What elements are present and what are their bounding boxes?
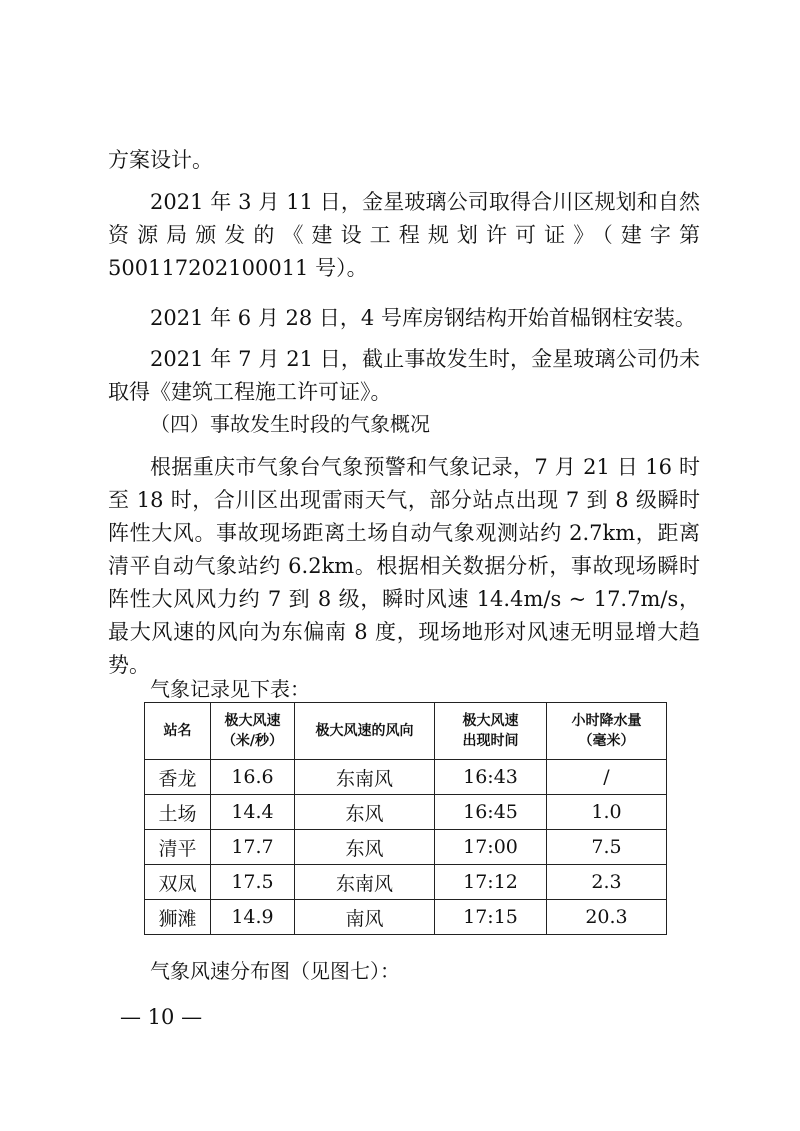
cell-wind-direction: 东南风 bbox=[295, 760, 435, 795]
cell-precipitation: 2.3 bbox=[547, 865, 667, 900]
table-row bbox=[145, 795, 667, 830]
cell-wind-speed: 16.6 bbox=[211, 760, 295, 795]
header-max-wind-speed: 极大风速 （米/秒） bbox=[211, 703, 295, 760]
table-caption: 气象记录见下表： bbox=[150, 677, 310, 701]
cell-station: 清平 bbox=[145, 830, 211, 865]
table-header-row bbox=[145, 703, 667, 760]
paragraph-weather-overview: 根据重庆市气象台气象预警和气象记录，7 月 21 日 16 时至 18 时，合川区出现雷雨天气，部分站点出现 7 到 8 级瞬时阵性大风。事故现场距离土场自动气象观测站约 2.7km，距离清平自动气象站约 6.2km。根据相关数据分析，事故现场瞬时阵性大风风力约 7 到 8 级，瞬时风速 14.4m/s ~ 17.7m/s，最大风速的风向为东偏南 8 度，现场地形对风速无明显增大趋势。 bbox=[108, 455, 700, 677]
cell-wind-direction: 东南风 bbox=[295, 865, 435, 900]
cell-station: 香龙 bbox=[145, 760, 211, 795]
figure-caption: 气象风速分布图（见图七）： bbox=[150, 959, 400, 983]
cell-wind-direction: 南风 bbox=[295, 900, 435, 935]
header-max-wind-direction: 极大风速的风向 bbox=[295, 703, 435, 760]
weather-record-table bbox=[144, 702, 667, 935]
header-hourly-precipitation: 小时降水量 （毫米） bbox=[547, 703, 667, 760]
table-row bbox=[145, 900, 667, 935]
cell-wind-speed: 17.5 bbox=[211, 865, 295, 900]
header-station: 站名 bbox=[145, 703, 211, 760]
paragraph-construction-permit: 2021 年 7 月 21 日，截止事故发生时，金星玻璃公司仍未取得《建筑工程施工许可证》。 bbox=[108, 347, 700, 404]
paragraph-steel-installation: 2021 年 6 月 28 日，4 号库房钢结构开始首榀钢柱安装。 bbox=[150, 306, 696, 330]
paragraph-scheme-design: 方案设计。 bbox=[108, 148, 213, 172]
cell-time: 16:45 bbox=[435, 795, 547, 830]
table-row bbox=[145, 865, 667, 900]
paragraph-planning-permit: 2021 年 3 月 11 日，金星玻璃公司取得合川区规划和自然资源局颁发的《建设工程规划许可证》（建字第 500117202100011 号）。 bbox=[108, 190, 700, 280]
cell-precipitation: / bbox=[547, 760, 667, 795]
cell-wind-speed: 14.9 bbox=[211, 900, 295, 935]
cell-wind-direction: 东风 bbox=[295, 830, 435, 865]
cell-time: 17:15 bbox=[435, 900, 547, 935]
cell-precipitation: 7.5 bbox=[547, 830, 667, 865]
cell-time: 17:12 bbox=[435, 865, 547, 900]
cell-station: 土场 bbox=[145, 795, 211, 830]
cell-precipitation: 1.0 bbox=[547, 795, 667, 830]
cell-wind-speed: 14.4 bbox=[211, 795, 295, 830]
cell-station: 狮滩 bbox=[145, 900, 211, 935]
page-number: — 10 — bbox=[120, 1005, 203, 1029]
table-row bbox=[145, 830, 667, 865]
cell-time: 16:43 bbox=[435, 760, 547, 795]
header-max-wind-time: 极大风速 出现时间 bbox=[435, 703, 547, 760]
cell-wind-direction: 东风 bbox=[295, 795, 435, 830]
cell-station: 双凤 bbox=[145, 865, 211, 900]
cell-time: 17:00 bbox=[435, 830, 547, 865]
section-heading: （四）事故发生时段的气象概况 bbox=[150, 412, 430, 436]
cell-wind-speed: 17.7 bbox=[211, 830, 295, 865]
cell-precipitation: 20.3 bbox=[547, 900, 667, 935]
table-row bbox=[145, 760, 667, 795]
